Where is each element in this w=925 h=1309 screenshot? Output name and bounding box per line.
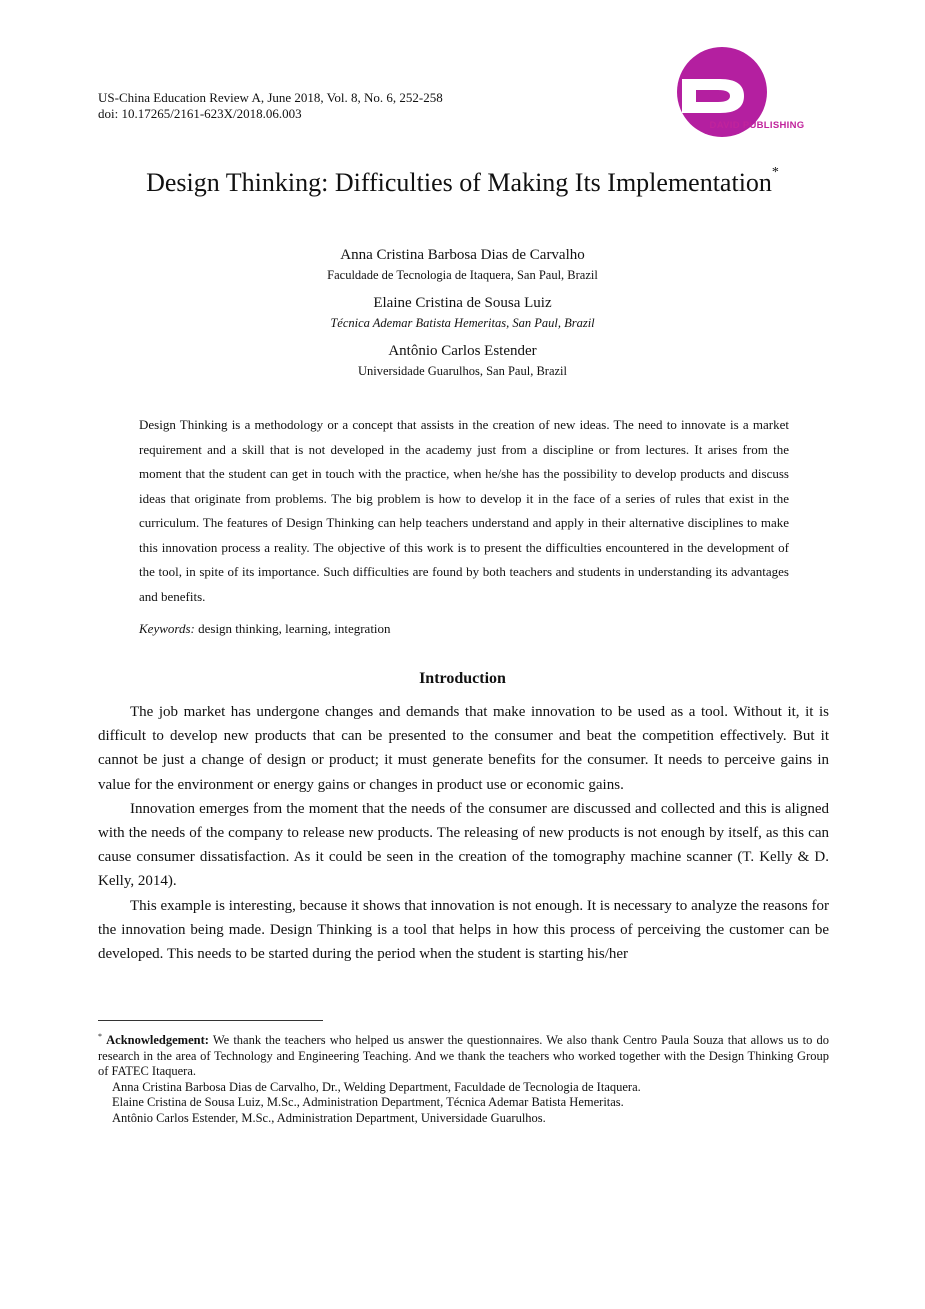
journal-header [98,90,443,122]
footnote [98,1029,829,1126]
author-affiliation: Universidade Guarulhos, San Paul, Brazil [358,364,567,378]
author-note: Antônio Carlos Estender, M.Sc., Administration Department, Universidade Guarulhos. [112,1110,546,1125]
introduction-body [98,700,829,966]
body-paragraph: The job market has undergone changes and demands that make innovation to be used as a tool. Without it, it is difficult to develop new products that can be presented to the consumer and beat the competition effectively. But it cannot be just a change of design or product; it must generate benefits for the consumer. It needs to perceive gains in value for the environment or energy gains or changes in product use or economic gains. [98,704,829,793]
title-footnote-marker: * [771,165,779,180]
acknowledgement-label: Acknowledgement: [106,1033,209,1048]
paper-title-text: Design Thinking: Difficulties of Making Its Implementation [146,168,772,197]
journal-citation: US-China Education Review A, June 2018, Vol. 8, No. 6, 252-258 [98,90,443,105]
keywords-text: design thinking, learning, integration [198,621,391,636]
doi: doi: 10.17265/2161-623X/2018.06.003 [98,106,302,121]
author-name: Elaine Cristina de Sousa Luiz [373,295,552,311]
author-note: Anna Cristina Barbosa Dias de Carvalho, Dr., Welding Department, Faculdade de Tecnologia de Itaquera. [112,1079,641,1094]
body-paragraph: Innovation emerges from the moment that the needs of the consumer are discussed and collected and this is aligned with the needs of the company to release new products. The releasing of new products is not enough by itself, as this can cause consumer dissatisfaction. As it could be seen in the creation of the tomography machine scanner (T. Kelly & D. Kelly, 2014). [98,800,829,890]
keywords [139,621,391,637]
abstract: Design Thinking is a methodology or a concept that assists in the creation of new ideas. The need to innovate is a market requirement and a skill that is not developed in the academy just from a discipline or from lectures. It arises from the moment that the student can get in touch with the practice, when he/she has the possibility to develop products and discuss ideas that originate from problems. The big problem is how to develop it in the face of a series of rules that exist in the curriculum. The features of Design Thinking can help teachers understand and apply in their alternative disciplines to make this innovation process a reality. The objective of this work is to present the difficulties encountered in the development of the tool, in spite of its importance. Such difficulties are found by both teachers and students in understanding its advantages and benefits. [139,417,789,604]
author-affiliation: Técnica Ademar Batista Hemeritas, San Paul, Brazil [330,316,595,330]
author-note: Elaine Cristina de Sousa Luiz, M.Sc., Administration Department, Técnica Ademar Batista Hemeritas. [112,1095,624,1110]
keywords-label: Keywords: [139,621,195,636]
author-block [0,244,925,388]
author-name: Antônio Carlos Estender [388,343,537,359]
paper-title [0,165,925,198]
footnote-marker: * [98,1032,102,1041]
acknowledgement-text: We thank the teachers who helped us answer the questionnaires. We also thank Centro Paula Souza that allows us to do research in the area of Technology and Engineering Teaching. And we thank the teachers who worked together with the Design Thinking Group of FATEC Itaquera. [98,1033,830,1079]
footnote-divider [98,1020,323,1021]
david-publishing-logo [672,46,842,138]
author-name: Anna Cristina Barbosa Dias de Carvalho [340,247,585,263]
section-heading-introduction: Introduction [419,670,506,687]
acknowledgement [98,1029,829,1080]
author-affiliation: Faculdade de Tecnologia de Itaquera, San Paul, Brazil [327,268,598,282]
body-paragraph: This example is interesting, because it shows that innovation is not enough. It is necessary to analyze the reasons for the innovation being made. Design Thinking is a tool that helps in how this process of perceiving the customer can be developed. This needs to be started during the period when the student is starting his/her [98,897,829,963]
logo-wordmark: DAVID PUBLISHING [709,120,805,131]
